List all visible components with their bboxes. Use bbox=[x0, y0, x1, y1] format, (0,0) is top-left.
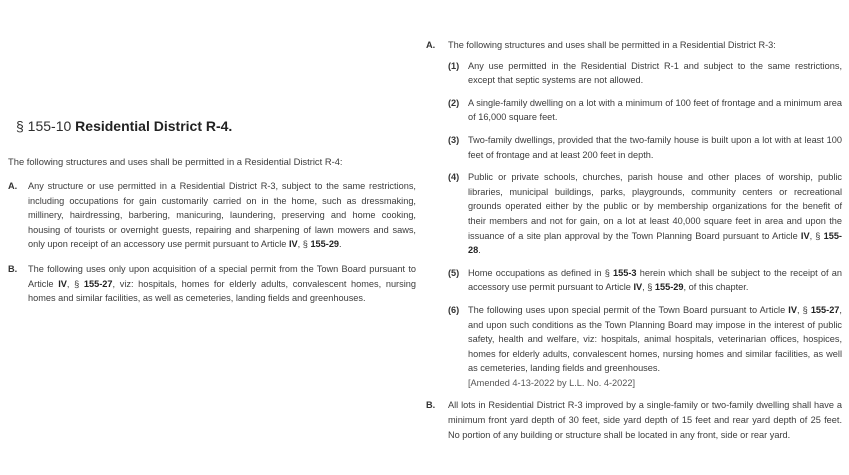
section-number: § 155-10 bbox=[16, 118, 72, 134]
section-heading bbox=[16, 118, 416, 134]
section-title: Residential District R-4. bbox=[75, 118, 233, 134]
list-item-b: B. All lots in Residential District R-3 improved by a single-family or two-family dwelling shall have a minimum front yard depth of 30 feet, side yard depth of 15 feet and rear yard depth of 25 feet. No portion of any building or structure shall be located in any front, side or rear yard. bbox=[426, 400, 842, 440]
item-label: A. bbox=[426, 40, 436, 50]
sub-item-4: (4) Public or private schools, churches, parish house and other places of worship, public libraries, municipal buildings, parks, playgrounds, community centers or recreational grounds operated either by the public or by membership organizations for the benefit of their members and not for gain, on a lot at least 40,000 square feet in area and upon the issuance of a site plan approval by the Town Planning Board pursuant to Article IV, § 155-28. bbox=[448, 172, 842, 256]
sub-item-3: (3) Two-family dwellings, provided that the two-family house is built upon a lot with at least 100 feet of frontage and at least 200 feet in depth. bbox=[448, 134, 842, 160]
sub-item-2: (2) A single-family dwelling on a lot with a minimum of 100 feet of frontage and a minimum area of 16,000 square feet. bbox=[448, 97, 842, 123]
section-link[interactable]: 155-27 bbox=[810, 304, 840, 315]
right-column bbox=[426, 38, 842, 442]
article-link[interactable]: IV bbox=[633, 282, 643, 293]
section-link[interactable]: 155-29 bbox=[654, 282, 684, 293]
list-item-a bbox=[426, 38, 842, 390]
article-link[interactable]: IV bbox=[58, 278, 67, 289]
section-link[interactable]: 155-3 bbox=[613, 267, 637, 278]
section-link[interactable]: 155-29 bbox=[310, 239, 340, 250]
section-link[interactable]: 155-27 bbox=[83, 278, 113, 289]
section-link[interactable]: 155-28 bbox=[468, 230, 842, 256]
article-link[interactable]: IV bbox=[800, 230, 810, 241]
section-intro: The following structures and uses shall be permitted in a Residential District R-4: bbox=[8, 156, 343, 167]
amendment-note: [Amended 4-13-2022 by L.L. No. 4-2022] bbox=[468, 377, 636, 388]
sub-list bbox=[448, 59, 842, 391]
sub-item-5: (5) Home occupations as defined in § 155-3 herein which shall be subject to the receipt of an accessory use permit pursuant to Article IV, § 155-29, of this chapter. bbox=[448, 267, 843, 293]
sub-item-1: (1) Any use permitted in the Residential District R-1 and subject to the same restrictions, except that septic systems are not allowed. bbox=[448, 60, 842, 86]
item-label: B. bbox=[426, 400, 436, 411]
item-label: B. bbox=[8, 263, 18, 274]
sub-item-6: (6) The following uses upon special permit of the Town Board pursuant to Article IV, § 155-27, and upon such conditions as the Town Planning Board may impose in the interest of public safety, health and welfare, viz: hospitals, animal hospitals, veterinarian offices, hospices, homes for elderly adults, convalescent homes, nursing homes and similar facilities, as well as cemeteries, landing fields and greenhouses. [Amended 4-13-2022 by L.L. No. 4-2022] bbox=[448, 303, 842, 391]
list-item-b: B. The following uses only upon acquisition of a special permit from the Town Board pursuant to Article IV, § 155-27, viz: hospitals, homes for elderly adults, convalescent homes, nursing homes and similar facilities, as well as cemeteries, landing fields and greenhouses. bbox=[8, 263, 416, 304]
item-intro: The following structures and uses shall be permitted in a Residential District R-3: bbox=[448, 40, 776, 50]
left-column bbox=[8, 118, 416, 316]
list-item-a: A. Any structure or use permitted in a Residential District R-3, subject to the same restrictions, including occupations for gain customarily carried on in the home, such as dressmaking, millinery, hairdressing, barbering, manicuring, laundering, preserving and home cooking, housing of tourists or overnight guests, repairing and sharpening of lawn mowers and saws, only upon receipt of an accessory use permit pursuant to Article IV, § 155-29. bbox=[8, 181, 416, 250]
item-label: A. bbox=[8, 181, 18, 191]
article-link[interactable]: IV bbox=[788, 304, 797, 315]
article-link[interactable]: IV bbox=[288, 239, 298, 250]
